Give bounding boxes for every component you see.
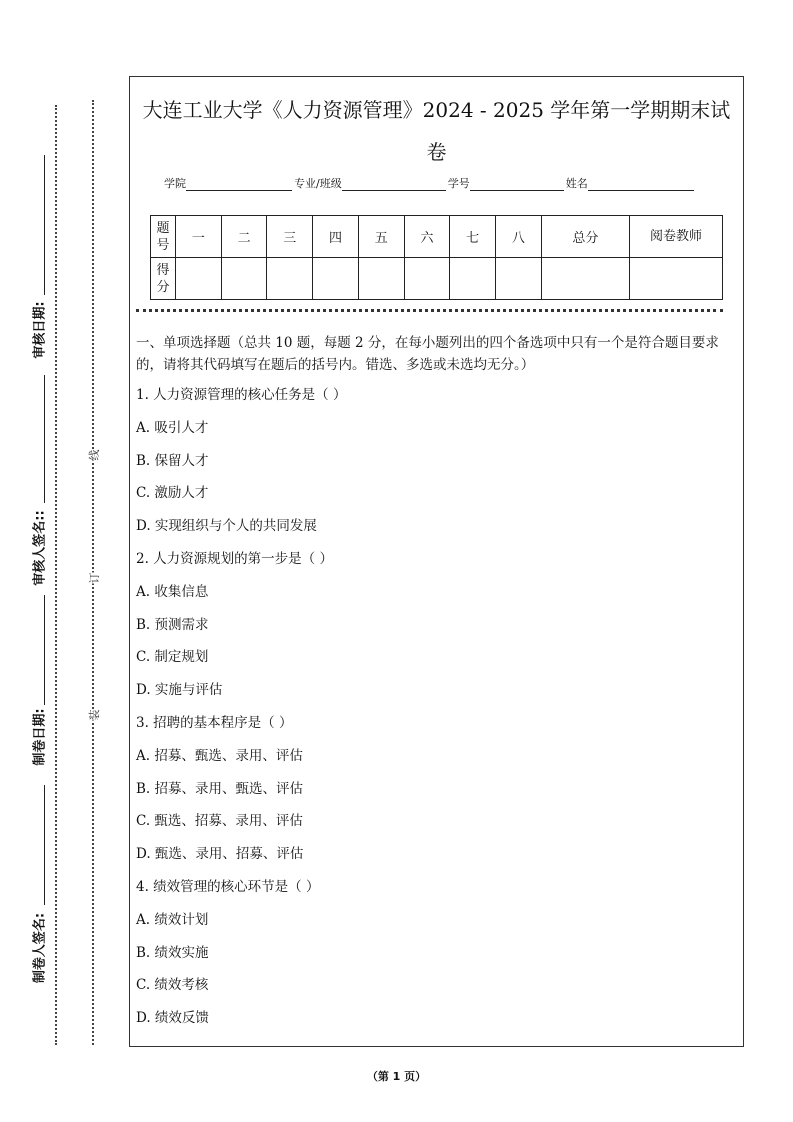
option-c: C. 甄选、招募、录用、评估 xyxy=(136,813,303,830)
score-cell-7[interactable] xyxy=(450,258,496,300)
col-total: 总分 xyxy=(541,216,629,258)
question-2 xyxy=(136,550,735,714)
option-d: D. 实现组织与个人的共同发展 xyxy=(136,518,317,535)
score-table-score-row xyxy=(151,258,723,300)
score-cell-total[interactable] xyxy=(541,258,629,300)
score-cell-2[interactable] xyxy=(221,258,267,300)
option-d: D. 实施与评估 xyxy=(136,682,223,699)
question-section xyxy=(136,332,735,1042)
reviewer-sign-line xyxy=(44,375,45,503)
col-2: 二 xyxy=(221,216,267,258)
score-cell-6[interactable] xyxy=(404,258,450,300)
option-c: C. 制定规划 xyxy=(136,649,209,666)
score-table xyxy=(150,215,723,300)
option-c: C. 激励人才 xyxy=(136,485,209,502)
page-number: （第 1 页） xyxy=(366,1070,427,1083)
section-instruction: 一、单项选择题（总共 10 题，每题 2 分，在每小题列出的四个备选项中只有一个是符合题目要求的，请将其代码填写在题后的括号内。错选、多选或未选均无分。） xyxy=(136,335,719,373)
question-3 xyxy=(136,714,735,878)
student-id-label: 学号 xyxy=(447,177,470,190)
option-b: B. 预测需求 xyxy=(136,616,209,633)
col-3: 三 xyxy=(267,216,313,258)
question-stem: 2. 人力资源规划的第一步是（ ） xyxy=(136,550,333,567)
question-4 xyxy=(136,878,735,1042)
col-8: 八 xyxy=(496,216,542,258)
reviewer-date-line xyxy=(44,155,45,295)
option-c: C. 绩效考核 xyxy=(136,977,209,994)
score-cell-3[interactable] xyxy=(267,258,313,300)
name-field[interactable] xyxy=(588,178,694,191)
col-1: 一 xyxy=(176,216,222,258)
major-field[interactable] xyxy=(342,178,446,191)
option-b: B. 招募、录用、甄选、评估 xyxy=(136,780,304,797)
col-grader: 阅卷教师 xyxy=(630,216,723,258)
student-info-row xyxy=(164,175,696,191)
question-1 xyxy=(136,386,735,550)
option-a: A. 吸引人才 xyxy=(136,419,209,436)
college-label: 学院 xyxy=(164,177,186,190)
dotted-separator xyxy=(136,309,723,312)
score-cell-5[interactable] xyxy=(358,258,404,300)
exam-title: 大连工业大学《人力资源管理》2024 - 2025 学年第一学期期末试卷 xyxy=(142,98,731,164)
score-cell-8[interactable] xyxy=(496,258,542,300)
score-table-header-row xyxy=(151,216,723,258)
exam-frame xyxy=(129,76,744,1047)
name-label: 姓名 xyxy=(565,177,588,190)
score-head: 得分 xyxy=(151,258,176,300)
option-d: D. 绩效反馈 xyxy=(136,1010,209,1027)
option-b: B. 保留人才 xyxy=(136,452,209,469)
college-field[interactable] xyxy=(186,178,292,191)
score-cell-grader[interactable] xyxy=(630,258,723,300)
option-a: A. 招募、甄选、录用、评估 xyxy=(136,747,303,764)
option-a: A. 绩效计划 xyxy=(136,911,209,928)
option-a: A. 收集信息 xyxy=(136,583,209,600)
score-cell-1[interactable] xyxy=(176,258,222,300)
maker-date-line xyxy=(44,595,45,705)
col-5: 五 xyxy=(358,216,404,258)
question-number-head: 题号 xyxy=(151,216,176,258)
option-d: D. 甄选、录用、招募、评估 xyxy=(136,846,304,863)
col-7: 七 xyxy=(450,216,496,258)
col-4: 四 xyxy=(313,216,359,258)
binding-dotted-line-left xyxy=(55,105,57,1045)
major-label: 专业/班级 xyxy=(294,177,342,190)
maker-sign-line xyxy=(44,785,45,905)
question-stem: 4. 绩效管理的核心环节是（ ） xyxy=(136,878,320,895)
student-id-field[interactable] xyxy=(470,178,564,191)
question-stem: 1. 人力资源管理的核心任务是（ ） xyxy=(136,387,347,403)
option-b: B. 绩效实施 xyxy=(136,944,209,961)
question-stem: 3. 招聘的基本程序是（ ） xyxy=(136,714,293,731)
col-6: 六 xyxy=(404,216,450,258)
score-cell-4[interactable] xyxy=(313,258,359,300)
